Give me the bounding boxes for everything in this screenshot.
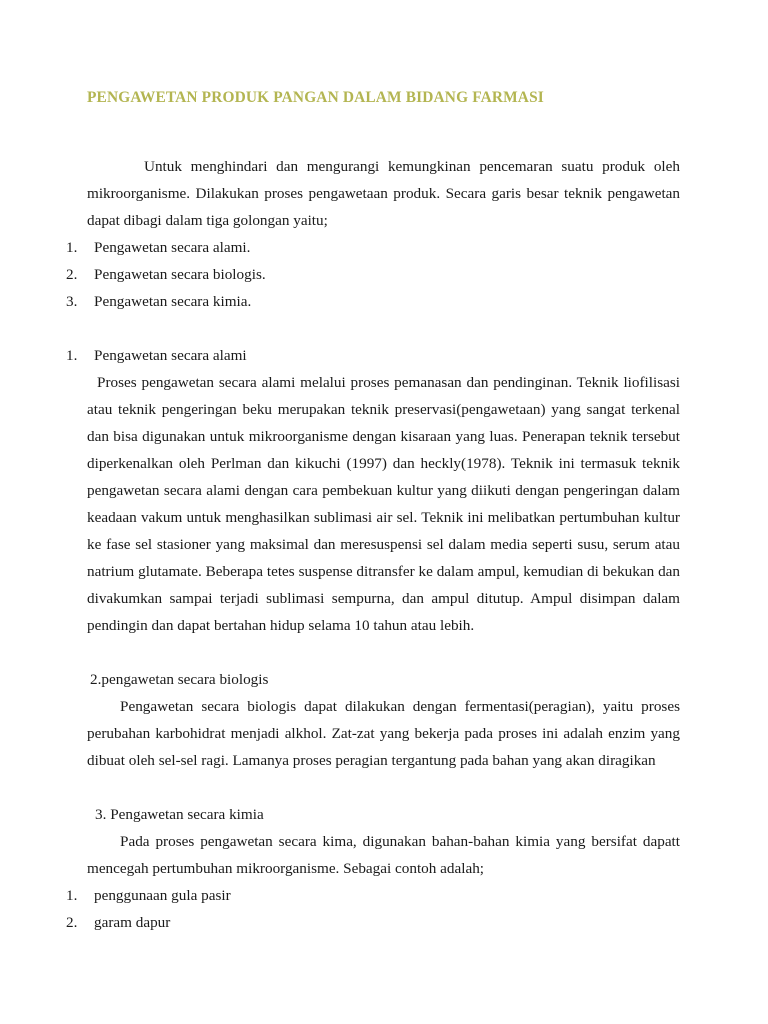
- section-body-kimia: Pada proses pengawetan secara kima, digunakan bahan-bahan kimia yang bersifat dapatt mencegah pertumbuhan mikroorganisme. Sebagai contoh adalah;: [87, 833, 680, 878]
- section-marker: 1.: [66, 347, 78, 365]
- list-marker: 1.: [66, 887, 78, 905]
- section-spacer: [62, 774, 680, 801]
- list-item-label: Pengawetan secara alami.: [94, 239, 251, 257]
- list-item: [62, 234, 680, 261]
- list-marker: 1.: [66, 239, 78, 257]
- list-marker: 2.: [66, 266, 78, 284]
- section-heading-label: Pengawetan secara alami: [94, 347, 247, 365]
- list-item-label: garam dapur: [94, 914, 171, 932]
- section-body-biologis: Pengawetan secara biologis dapat dilakukan dengan fermentasi(peragian), yaitu proses perubahan karbohidrat menjadi alkhol. Zat-zat yang bekerja pada proses ini adalah enzim yang dibuat oleh sel-sel ragi. Lamanya proses peragian tergantung pada bahan yang akan diragikan: [87, 698, 680, 770]
- list-marker: 3.: [66, 293, 78, 311]
- section-spacer: [62, 315, 680, 342]
- section-heading-biologis: 2.pengawetan secara biologis: [90, 671, 269, 689]
- list-item: [62, 288, 680, 315]
- list-marker: 2.: [66, 914, 78, 932]
- title-spacer: [62, 108, 680, 153]
- section-heading-kimia: 3. Pengawetan secara kimia: [95, 806, 264, 824]
- page-title: PENGAWETAN PRODUK PANGAN DALAM BIDANG FARMASI: [87, 89, 544, 106]
- kimia-examples-list: [62, 882, 680, 936]
- intro-paragraph: Untuk menghindari dan mengurangi kemungkinan pencemaran suatu produk oleh mikroorganisme. Dilakukan proses pengawetaan produk. Secara garis besar teknik pengawetan dapat dibagi dalam tiga golongan yaitu;: [87, 158, 680, 230]
- overview-list: [62, 234, 680, 315]
- list-item: [62, 261, 680, 288]
- list-item-label: Pengawetan secara biologis.: [94, 266, 266, 284]
- list-item-label: penggunaan gula pasir: [94, 887, 231, 905]
- section-heading-alami: [62, 342, 680, 369]
- section-body-alami: Proses pengawetan secara alami melalui proses pemanasan dan pendinginan. Teknik liofilisasi atau teknik pengeringan beku merupakan teknik preservasi(pengawetaan) yang sangat terkenal dan bisa digunakan untuk mikroorganisme dengan kisaraan yang luas. Penerapan teknik tersebut diperkenalkan oleh Perlman dan kikuchi (1997) dan heckly(1978). Teknik ini termasuk teknik pengawetan secara alami dengan cara pembekuan kultur yang diikuti dengan pengeringan dalam keadaan vakum untuk menghasilkan sublimasi air sel. Teknik ini melibatkan pertumbuhan kultur ke fase sel stasioner yang maksimal dan meresuspensi sel dalam media seperti susu, serum atau natrium glutamate. Beberapa tetes suspense ditransfer ke dalam ampul, kemudian di bekukan dan divakumkan sampai terjadi sublimasi sempurna, dan ampul ditutup. Ampul disimpan dalam pendingin dan dapat bertahan hidup selama 10 tahun atau lebih.: [87, 374, 680, 635]
- list-item: [62, 882, 680, 909]
- list-item-label: Pengawetan secara kimia.: [94, 293, 252, 311]
- list-item: [62, 909, 680, 936]
- section-spacer: [62, 639, 680, 666]
